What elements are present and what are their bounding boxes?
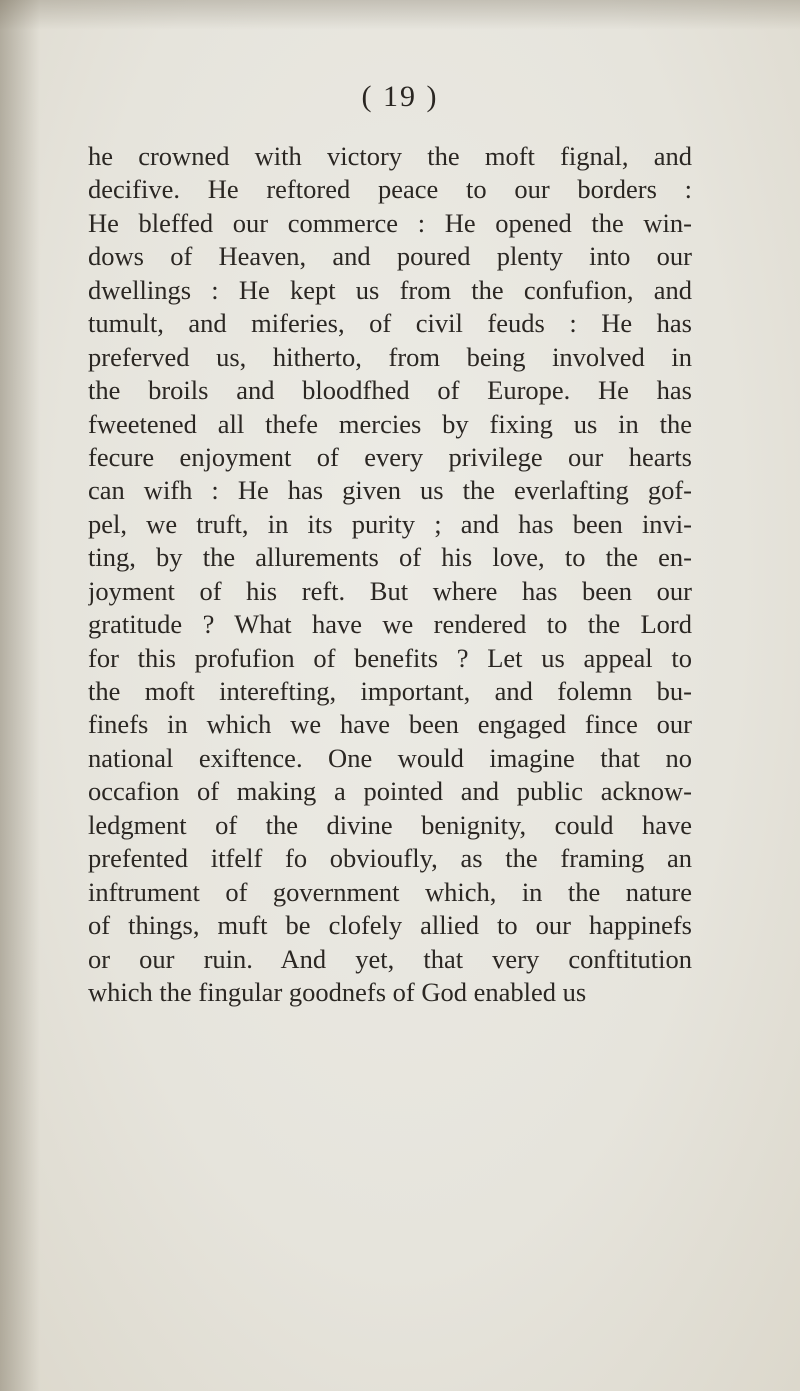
text-line: gratitude ? What have we rendered to the Lord	[88, 609, 692, 640]
text-line: dwellings : He kept us from the confufion, and	[88, 274, 692, 305]
text-line: tumult, and miferies, of civil feuds : He has	[88, 308, 692, 339]
text-line: dows of Heaven, and poured plenty into our	[88, 241, 692, 272]
text-line: the broils and bloodfhed of Europe. He has	[88, 375, 692, 406]
text-line: preferved us, hitherto, from being involved in	[88, 341, 692, 372]
text-line: national exiftence. One would imagine that no	[88, 742, 692, 773]
text-line: he crowned with victory the moft fignal, and	[88, 141, 692, 171]
text-line: which the fingular goodnefs of God enabled us	[88, 976, 587, 1007]
text-line: fweetened all thefe mercies by fixing us in the	[88, 408, 692, 439]
text-line: decifive. He reftored peace to our borders :	[88, 174, 692, 205]
text-line: joyment of his reft. But where has been our	[88, 575, 692, 606]
text-line: of things, muft be clofely allied to our happinefs	[88, 910, 692, 941]
page-number: ( 19 )	[361, 80, 439, 113]
page-top-shadow	[0, 0, 800, 30]
text-line: or our ruin. And yet, that very conftitution	[88, 943, 692, 974]
text-line: fecure enjoyment of every privilege our hearts	[88, 441, 692, 472]
text-line: can wifh : He has given us the everlafting gof-	[88, 475, 692, 506]
text-line: ting, by the allurements of his love, to the en-	[88, 542, 692, 573]
text-line: pel, we truft, in its purity ; and has been invi-	[88, 508, 692, 539]
text-line: occafion of making a pointed and public acknow-	[88, 776, 692, 807]
text-line: for this profufion of benefits ? Let us appeal to	[88, 642, 692, 673]
text-line: prefented itfelf fo obvioufly, as the framing an	[88, 843, 692, 874]
text-line: the moft interefting, important, and folemn bu-	[88, 676, 692, 706]
text-line: ledgment of the divine benignity, could have	[88, 809, 692, 840]
body-text	[88, 140, 692, 1009]
text-line: finefs in which we have been engaged fince our	[88, 709, 692, 740]
page-gutter-shadow	[0, 0, 40, 1391]
text-line: He bleffed our commerce : He opened the win-	[88, 207, 692, 238]
text-line: inftrument of government which, in the nature	[88, 876, 692, 907]
